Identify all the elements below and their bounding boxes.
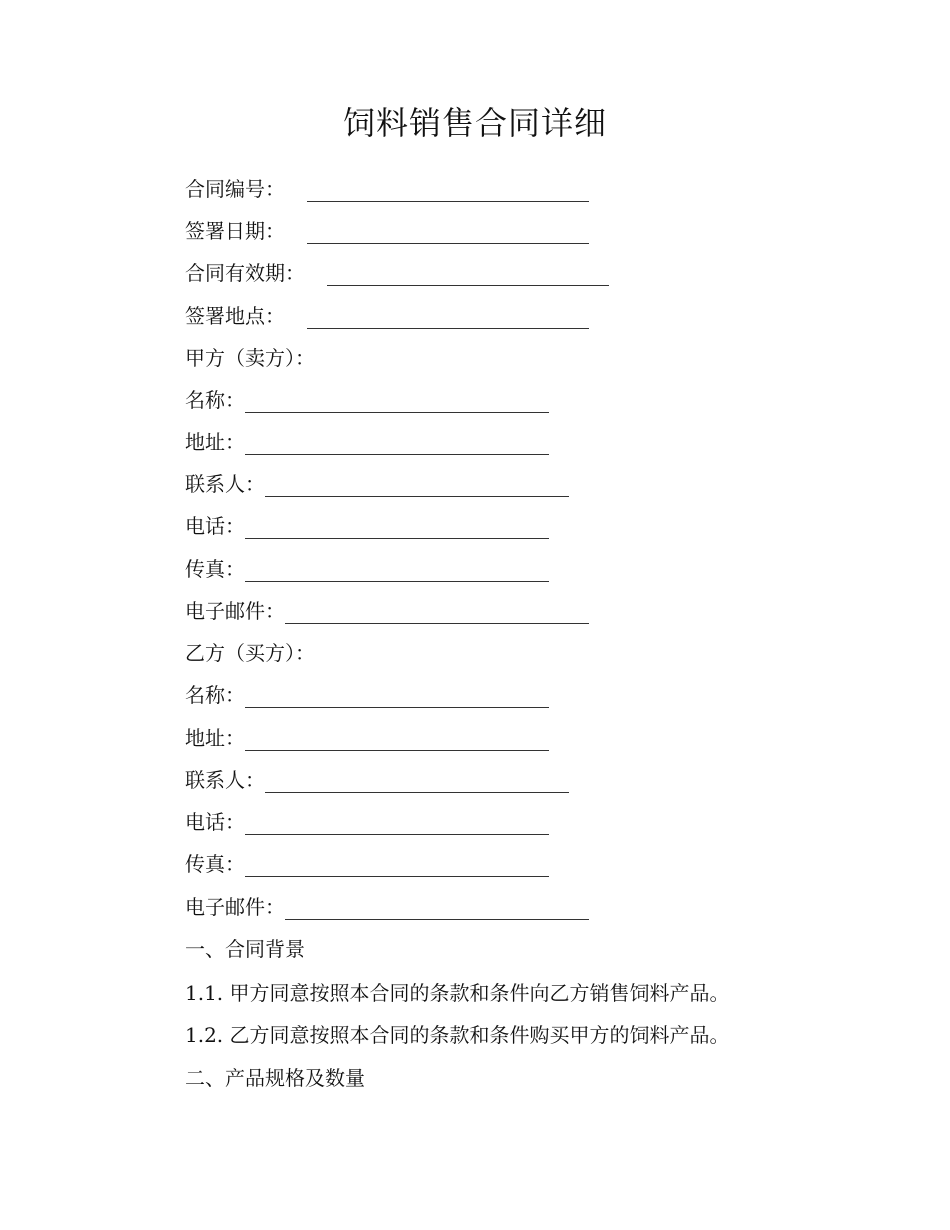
valid-period-label: 合同有效期： [185, 261, 305, 285]
party-b-fax-row [185, 851, 549, 877]
section-1-heading-text: 一、合同背景 [185, 937, 305, 961]
party-a-fax-blank [245, 561, 549, 582]
party-b-email-row [185, 894, 589, 920]
contract-number-row [185, 176, 589, 202]
clause-1-1 [185, 980, 730, 1006]
party-a-contact-label: 联系人： [185, 472, 265, 496]
party-b-phone-label: 电话： [185, 810, 245, 834]
party-a-fax-label: 传真： [185, 557, 245, 581]
sign-place-label: 签署地点： [185, 304, 285, 328]
document-title: 饲料销售合同详细 [342, 104, 607, 142]
sign-date-blank [307, 223, 589, 244]
clause-1-1-text: 1.1. 甲方同意按照本合同的条款和条件向乙方销售饲料产品。 [185, 981, 730, 1005]
party-b-phone-blank [245, 814, 549, 835]
party-b-address-label: 地址： [185, 726, 245, 750]
party-b-email-blank [285, 899, 589, 920]
sign-place-blank [307, 308, 589, 329]
party-a-email-row [185, 598, 589, 624]
party-a-phone-blank [245, 518, 549, 539]
valid-period-row [185, 260, 609, 286]
party-b-heading [185, 640, 315, 666]
party-b-phone-row [185, 809, 549, 835]
party-b-heading-text: 乙方（买方）： [185, 641, 315, 665]
party-a-contact-row [185, 471, 569, 497]
party-a-fax-row [185, 556, 549, 582]
party-a-contact-blank [265, 476, 569, 497]
party-a-phone-row [185, 513, 549, 539]
party-b-name-row [185, 682, 549, 708]
section-2-heading [185, 1065, 365, 1091]
party-b-name-blank [245, 687, 549, 708]
section-1-heading [185, 936, 305, 962]
party-a-name-row [185, 387, 549, 413]
party-b-contact-label: 联系人： [185, 768, 265, 792]
party-b-fax-label: 传真： [185, 852, 245, 876]
party-a-heading [185, 345, 315, 371]
party-b-email-label: 电子邮件： [185, 895, 285, 919]
clause-1-2 [185, 1022, 730, 1048]
sign-place-row [185, 303, 589, 329]
clause-1-2-text: 1.2. 乙方同意按照本合同的条款和条件购买甲方的饲料产品。 [185, 1023, 730, 1047]
contract-number-blank [307, 181, 589, 202]
party-a-email-label: 电子邮件： [185, 599, 285, 623]
party-b-name-label: 名称： [185, 683, 245, 707]
party-a-email-blank [285, 603, 589, 624]
party-a-phone-label: 电话： [185, 514, 245, 538]
party-b-fax-blank [245, 856, 549, 877]
party-b-contact-row [185, 767, 569, 793]
party-b-contact-blank [265, 772, 569, 793]
contract-number-label: 合同编号： [185, 177, 285, 201]
party-b-address-blank [245, 730, 549, 751]
party-a-name-blank [245, 392, 549, 413]
party-b-address-row [185, 725, 549, 751]
party-a-name-label: 名称： [185, 388, 245, 412]
party-a-address-row [185, 429, 549, 455]
party-a-address-label: 地址： [185, 430, 245, 454]
sign-date-row [185, 218, 589, 244]
sign-date-label: 签署日期： [185, 219, 285, 243]
valid-period-blank [327, 265, 609, 286]
party-a-heading-text: 甲方（卖方）： [185, 346, 315, 370]
party-a-address-blank [245, 434, 549, 455]
section-2-heading-text: 二、产品规格及数量 [185, 1066, 365, 1090]
